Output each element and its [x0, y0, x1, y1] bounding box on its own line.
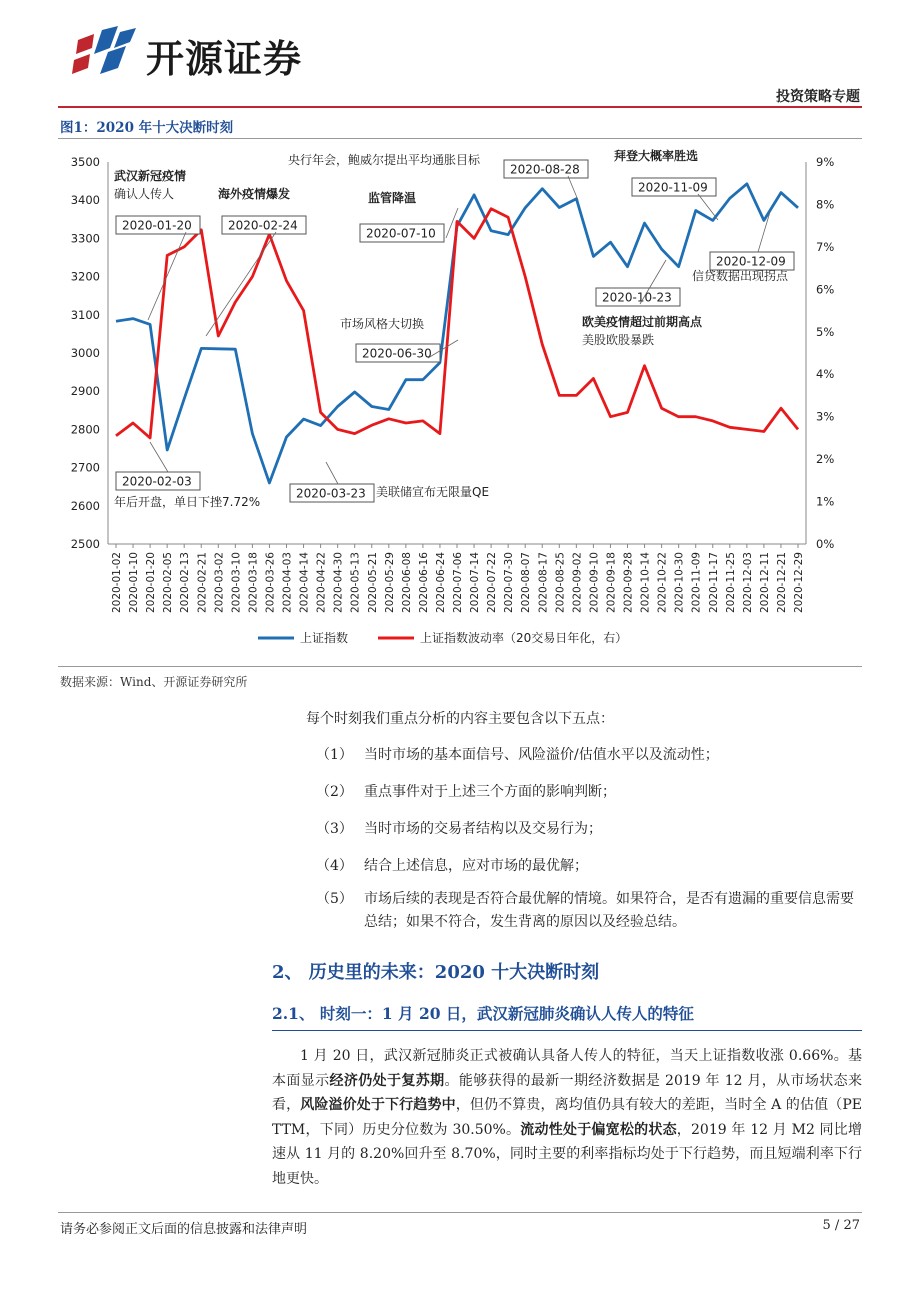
line-chart	[58, 140, 862, 664]
y-left-tick-label: 2500	[70, 537, 100, 551]
y-left-tick-label: 2900	[70, 384, 100, 399]
y-right-tick-label: 4%	[816, 367, 835, 382]
annotation-date: 2020-08-28	[510, 162, 580, 177]
source-rule	[58, 666, 862, 667]
annotation-text: 武汉新冠疫情	[114, 169, 187, 183]
x-tick-label: 2020-10-14	[639, 552, 652, 614]
annotation-text: 市场风格大切换	[340, 317, 425, 331]
annotation-text: 确认人传人	[114, 187, 175, 201]
annotation-date: 2020-01-20	[122, 218, 192, 233]
intro-text: 每个时刻我们重点分析的内容主要包含以下五点：	[306, 711, 614, 727]
subsection-heading-block	[272, 1002, 862, 1031]
x-tick-label: 2020-12-21	[775, 552, 788, 614]
y-left-tick-label: 2800	[70, 422, 100, 437]
x-tick-label: 2020-04-22	[315, 552, 328, 614]
list-item: （2） 重点事件对于上述三个方面的影响判断；	[316, 784, 616, 800]
list-item: （3） 当时市场的交易者结构以及交易行为；	[316, 821, 602, 837]
footer-rule	[58, 1212, 862, 1213]
annotation-leader	[148, 232, 186, 320]
annotation-text: 美股欧股暴跌	[582, 333, 655, 347]
page-number: 5 / 27	[822, 1218, 860, 1233]
x-tick-label: 2020-03-10	[230, 552, 243, 614]
y-left-tick-label: 3400	[70, 193, 100, 208]
y-right-tick-label: 7%	[816, 239, 835, 254]
annotation-date: 2020-02-03	[122, 474, 192, 489]
x-tick-label: 2020-05-29	[383, 552, 396, 614]
x-tick-label: 2020-02-05	[162, 552, 175, 614]
annotation-date: 2020-06-30	[362, 346, 432, 361]
annotation-date: 2020-07-10	[366, 226, 436, 241]
annotation-text: 美联储宣布无限量QE	[376, 485, 490, 499]
report-type: 投资策略专题	[776, 89, 860, 105]
x-tick-label: 2020-09-18	[605, 552, 618, 614]
y-left-tick-label: 3500	[70, 155, 100, 169]
x-tick-label: 2020-03-26	[264, 552, 277, 614]
header-rule	[58, 106, 862, 108]
annotation-leader	[568, 176, 578, 200]
brand-name: 开源证券	[146, 36, 303, 81]
annotation-leader	[150, 442, 168, 472]
x-tick-label: 2020-11-09	[690, 552, 703, 614]
figure-title: 图1：2020 年十大决断时刻	[60, 120, 234, 136]
y-right-tick-label: 9%	[816, 155, 835, 169]
annotation-text: 海外疫情爆发	[218, 187, 291, 201]
y-right-tick-label: 2%	[816, 452, 835, 467]
annotation-date: 2020-03-23	[296, 486, 366, 501]
x-tick-label: 2020-09-02	[571, 552, 584, 614]
x-tick-label: 2020-06-24	[434, 552, 447, 614]
annotation-text: 欧美疫情超过前期高点	[582, 315, 703, 329]
x-tick-label: 2020-08-25	[554, 552, 567, 614]
body-paragraph: 1 月 20 日，武汉新冠肺炎正式被确认具备人传人的特征，当天上证指数收涨 0.66%。基本面显示经济仍处于复苏期。能够获得的最新一期经济数据是 2019 年 12 月，从市场状态来看，风险溢价处于下行趋势中，但仍不算贵，离均值仍具有较大的差距，当时全 A 的估值（PE TTM，下同）历史分位数为 30.50%。流动性处于偏宽松的状态，2019 年 12 月 M2 同比增速从 11 月的 8.20%回升至 8.70%，同时主要的利率指标均处于下行趋势，而且短端利率下行地更快。	[272, 1048, 863, 1187]
list-item: （5） 市场后续的表现是否符合最优解的情境。如果符合，是否有遗漏的重要信息需要总结；如果不符合，发生背离的原因以及经验总结。	[316, 891, 854, 930]
y-left-tick-label: 2600	[70, 498, 100, 513]
x-tick-label: 2020-03-18	[247, 552, 260, 614]
list-item: （1） 当时市场的基本面信号、风险溢价/估值水平以及流动性；	[316, 747, 719, 763]
x-tick-label: 2020-02-13	[179, 552, 192, 614]
annotation-leader	[326, 462, 338, 484]
annotation-date: 2020-11-09	[638, 180, 708, 195]
x-tick-label: 2020-01-02	[111, 552, 123, 614]
x-tick-label: 2020-04-03	[281, 552, 294, 614]
x-tick-label: 2020-01-10	[128, 552, 141, 614]
annotation-text: 信贷数据出现拐点	[692, 269, 789, 283]
subsection-heading: 2.1、 时刻一：1 月 20 日，武汉新冠肺炎确认人传人的特征	[272, 1004, 694, 1023]
annotation-text: 年后开盘，单日下挫7.72%	[114, 495, 261, 509]
legend-label-1: 上证指数波动率（20交易日年化，右）	[420, 631, 628, 645]
x-tick-label: 2020-11-25	[724, 552, 737, 614]
x-tick-label: 2020-07-06	[452, 552, 464, 614]
x-tick-label: 2020-06-08	[400, 552, 413, 614]
x-tick-label: 2020-08-17	[537, 552, 550, 614]
y-left-tick-label: 3300	[70, 231, 100, 246]
y-left-tick-label: 3000	[70, 346, 100, 360]
y-right-tick-label: 8%	[816, 197, 835, 212]
brand-logo	[72, 26, 302, 84]
figure-top-rule	[58, 138, 862, 139]
x-tick-label: 2020-04-14	[298, 552, 311, 614]
y-right-tick-label: 3%	[816, 409, 835, 424]
x-tick-label: 2020-07-30	[503, 552, 516, 614]
figure-source: 数据来源：Wind、开源证券研究所	[60, 675, 248, 689]
annotation-date: 2020-12-09	[716, 254, 786, 269]
section-heading: 2、 历史里的未来：2020 十大决断时刻	[272, 962, 600, 983]
y-right-tick-label: 1%	[816, 494, 835, 509]
x-tick-label: 2020-02-21	[196, 552, 209, 614]
y-left-tick-label: 2700	[70, 460, 100, 475]
annotation-date: 2020-10-23	[602, 290, 672, 305]
y-right-tick-label: 6%	[816, 282, 835, 297]
footer-disclaimer: 请务必参阅正文后面的信息披露和法律声明	[60, 1222, 308, 1237]
x-tick-label: 2020-12-11	[758, 552, 771, 614]
x-tick-label: 2020-03-02	[213, 552, 226, 614]
x-tick-label: 2020-06-16	[417, 552, 430, 614]
x-tick-label: 2020-10-22	[656, 552, 669, 614]
list-item: （4） 结合上述信息，应对市场的最优解；	[316, 858, 588, 874]
x-tick-label: 2020-11-17	[707, 552, 720, 614]
annotation-text: 监管降温	[368, 191, 417, 205]
x-tick-label: 2020-07-14	[469, 552, 482, 614]
x-tick-label: 2020-09-10	[588, 552, 601, 614]
x-tick-label: 2020-01-20	[145, 552, 158, 614]
annotation-leader	[206, 232, 276, 336]
brand-mark-icon	[72, 26, 138, 84]
x-tick-label: 2020-05-21	[366, 552, 379, 614]
y-left-tick-label: 3200	[70, 269, 100, 284]
x-tick-label: 2020-05-13	[349, 552, 362, 614]
y-right-tick-label: 0%	[816, 537, 835, 551]
annotation-text: 央行年会，鲍威尔提出平均通胀目标	[288, 153, 481, 167]
y-right-tick-label: 5%	[816, 324, 835, 339]
annotation-date: 2020-02-24	[228, 218, 298, 233]
x-tick-label: 2020-04-30	[332, 552, 345, 614]
x-tick-label: 2020-09-28	[622, 552, 635, 614]
x-tick-label: 2020-07-22	[486, 552, 499, 614]
y-left-tick-label: 3100	[70, 307, 100, 322]
x-tick-label: 2020-12-29	[793, 552, 805, 614]
annotation-text: 拜登大概率胜选	[614, 149, 699, 163]
x-tick-label: 2020-08-07	[520, 552, 533, 614]
legend-label-0: 上证指数	[300, 631, 349, 645]
x-tick-label: 2020-12-03	[741, 552, 754, 614]
x-tick-label: 2020-10-30	[673, 552, 686, 614]
